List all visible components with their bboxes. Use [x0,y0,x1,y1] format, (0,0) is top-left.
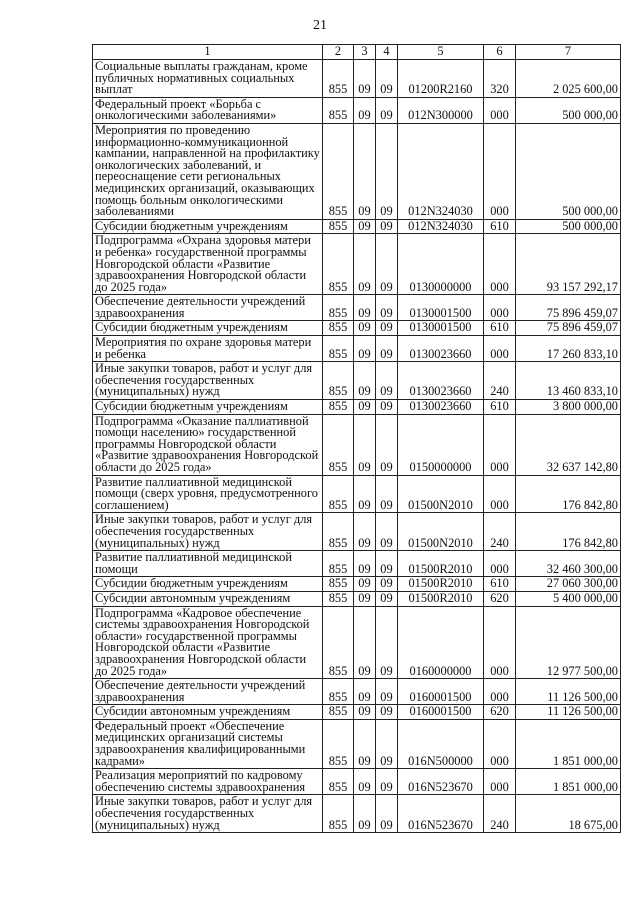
amount: 500 000,00 [516,219,621,234]
section-code: 09 [354,769,376,795]
expense-type-code: 620 [484,591,516,606]
amount: 500 000,00 [516,123,621,219]
table-row [93,769,621,795]
amount: 32 637 142,80 [516,414,621,475]
subsection-code: 09 [376,400,398,415]
expense-type-code: 000 [484,606,516,679]
table-row [93,513,621,551]
column-header-5: 5 [398,45,484,60]
expense-type-code: 240 [484,795,516,833]
column-header-3: 3 [354,45,376,60]
ministry-code: 855 [323,219,354,234]
expense-type-code: 240 [484,362,516,400]
subsection-code: 09 [376,414,398,475]
table-row [93,705,621,720]
subsection-code: 09 [376,513,398,551]
subsection-code: 09 [376,769,398,795]
item-name: Развитие паллиативной медицинской помощи (сверх уровня, предусмотренного соглашением) [93,475,323,513]
section-code: 09 [354,336,376,362]
subsection-code: 09 [376,123,398,219]
target-article-code: 0130023660 [398,400,484,415]
target-article-code: 012N324030 [398,219,484,234]
ministry-code: 855 [323,123,354,219]
amount: 13 460 833,10 [516,362,621,400]
expense-type-code: 000 [484,769,516,795]
item-name: Субсидии автономным учреждениям [93,591,323,606]
ministry-code: 855 [323,321,354,336]
table-row [93,60,621,98]
item-name: Федеральный проект «Обеспечение медицинских организаций системы здравоохранения квалифицированными кадрами» [93,719,323,768]
table-row [93,475,621,513]
target-article-code: 0130023660 [398,362,484,400]
amount: 75 896 459,07 [516,321,621,336]
ministry-code: 855 [323,336,354,362]
subsection-code: 09 [376,577,398,592]
item-name: Обеспечение деятельности учреждений здравоохранения [93,295,323,321]
table-row [93,606,621,679]
expense-type-code: 000 [484,414,516,475]
item-name: Субсидии бюджетным учреждениям [93,321,323,336]
expense-type-code: 610 [484,219,516,234]
table-row [93,577,621,592]
item-name: Подпрограмма «Охрана здоровья матери и ребенка» государственной программы Новгородской области «Развитие здравоохранения Новгородской области до 2025 года» [93,234,323,295]
section-code: 09 [354,123,376,219]
column-header-2: 2 [323,45,354,60]
amount: 5 400 000,00 [516,591,621,606]
section-code: 09 [354,606,376,679]
target-article-code: 0160001500 [398,679,484,705]
amount: 176 842,80 [516,475,621,513]
item-name: Иные закупки товаров, работ и услуг для обеспечения государственных (муниципальных) нужд [93,513,323,551]
item-name: Субсидии бюджетным учреждениям [93,219,323,234]
expense-type-code: 000 [484,679,516,705]
ministry-code: 855 [323,551,354,577]
ministry-code: 855 [323,795,354,833]
item-name: Обеспечение деятельности учреждений здравоохранения [93,679,323,705]
item-name: Социальные выплаты гражданам, кроме публичных нормативных социальных выплат [93,60,323,98]
table-row [93,123,621,219]
ministry-code: 855 [323,719,354,768]
section-code: 09 [354,679,376,705]
amount: 32 460 300,00 [516,551,621,577]
amount: 11 126 500,00 [516,679,621,705]
item-name: Реализация мероприятий по кадровому обеспечению системы здравоохранения [93,769,323,795]
subsection-code: 09 [376,234,398,295]
ministry-code: 855 [323,60,354,98]
target-article-code: 0150000000 [398,414,484,475]
subsection-code: 09 [376,606,398,679]
table-row [93,362,621,400]
column-header-4: 4 [376,45,398,60]
expense-type-code: 610 [484,577,516,592]
item-name: Субсидии бюджетным учреждениям [93,400,323,415]
ministry-code: 855 [323,414,354,475]
table-row [93,321,621,336]
column-header-1: 1 [93,45,323,60]
budget-table [92,44,621,833]
expense-type-code: 610 [484,400,516,415]
table-row [93,400,621,415]
table-row [93,551,621,577]
target-article-code: 016N523670 [398,795,484,833]
ministry-code: 855 [323,705,354,720]
subsection-code: 09 [376,60,398,98]
expense-type-code: 000 [484,295,516,321]
section-code: 09 [354,705,376,720]
item-name: Федеральный проект «Борьба с онкологическими заболеваниями» [93,97,323,123]
subsection-code: 09 [376,321,398,336]
amount: 17 260 833,10 [516,336,621,362]
section-code: 09 [354,295,376,321]
header-row [93,45,621,60]
target-article-code: 0130000000 [398,234,484,295]
amount: 27 060 300,00 [516,577,621,592]
section-code: 09 [354,719,376,768]
target-article-code: 0130023660 [398,336,484,362]
expense-type-code: 000 [484,551,516,577]
subsection-code: 09 [376,591,398,606]
ministry-code: 855 [323,679,354,705]
target-article-code: 012N300000 [398,97,484,123]
section-code: 09 [354,97,376,123]
item-name: Мероприятия по проведению информационно-коммуникационной кампании, направленной на профилактику онкологических заболеваний, и переоснащение сети региональных медицинских организаций, оказывающих помощь больным онкологическими заболеваниями [93,123,323,219]
amount: 3 800 000,00 [516,400,621,415]
subsection-code: 09 [376,219,398,234]
target-article-code: 016N523670 [398,769,484,795]
target-article-code: 01500R2010 [398,577,484,592]
amount: 1 851 000,00 [516,769,621,795]
table-row [93,234,621,295]
target-article-code: 0160000000 [398,606,484,679]
table-row [93,219,621,234]
subsection-code: 09 [376,679,398,705]
target-article-code: 01500N2010 [398,513,484,551]
section-code: 09 [354,60,376,98]
amount: 11 126 500,00 [516,705,621,720]
ministry-code: 855 [323,577,354,592]
section-code: 09 [354,321,376,336]
ministry-code: 855 [323,513,354,551]
amount: 2 025 600,00 [516,60,621,98]
section-code: 09 [354,551,376,577]
amount: 1 851 000,00 [516,719,621,768]
item-name: Иные закупки товаров, работ и услуг для обеспечения государственных (муниципальных) нужд [93,795,323,833]
ministry-code: 855 [323,97,354,123]
table-row [93,719,621,768]
table-row [93,591,621,606]
page-number: 21 [313,18,327,33]
item-name: Иные закупки товаров, работ и услуг для обеспечения государственных (муниципальных) нужд [93,362,323,400]
amount: 75 896 459,07 [516,295,621,321]
amount: 18 675,00 [516,795,621,833]
expense-type-code: 610 [484,321,516,336]
subsection-code: 09 [376,705,398,720]
item-name: Субсидии автономным учреждениям [93,705,323,720]
ministry-code: 855 [323,606,354,679]
table-row [93,336,621,362]
section-code: 09 [354,577,376,592]
subsection-code: 09 [376,719,398,768]
expense-type-code: 000 [484,475,516,513]
column-header-7: 7 [516,45,621,60]
section-code: 09 [354,234,376,295]
target-article-code: 01200R2160 [398,60,484,98]
target-article-code: 016N500000 [398,719,484,768]
table-row [93,795,621,833]
section-code: 09 [354,475,376,513]
target-article-code: 01500R2010 [398,551,484,577]
subsection-code: 09 [376,97,398,123]
amount: 176 842,80 [516,513,621,551]
table-row [93,295,621,321]
ministry-code: 855 [323,362,354,400]
expense-type-code: 000 [484,234,516,295]
item-name: Подпрограмма «Оказание паллиативной помощи населению» государственной программы Новгородской области «Развитие здравоохранения Новгородской области до 2025 года» [93,414,323,475]
ministry-code: 855 [323,234,354,295]
subsection-code: 09 [376,362,398,400]
section-code: 09 [354,795,376,833]
target-article-code: 0160001500 [398,705,484,720]
target-article-code: 01500R2010 [398,591,484,606]
table-row [93,679,621,705]
section-code: 09 [354,513,376,551]
subsection-code: 09 [376,795,398,833]
column-header-6: 6 [484,45,516,60]
target-article-code: 0130001500 [398,321,484,336]
expense-type-code: 620 [484,705,516,720]
subsection-code: 09 [376,295,398,321]
table-row [93,414,621,475]
ministry-code: 855 [323,295,354,321]
section-code: 09 [354,591,376,606]
section-code: 09 [354,219,376,234]
table-row [93,97,621,123]
target-article-code: 012N324030 [398,123,484,219]
subsection-code: 09 [376,551,398,577]
ministry-code: 855 [323,769,354,795]
section-code: 09 [354,414,376,475]
expense-type-code: 000 [484,719,516,768]
ministry-code: 855 [323,400,354,415]
section-code: 09 [354,362,376,400]
amount: 12 977 500,00 [516,606,621,679]
item-name: Субсидии бюджетным учреждениям [93,577,323,592]
subsection-code: 09 [376,336,398,362]
item-name: Мероприятия по охране здоровья матери и ребенка [93,336,323,362]
expense-type-code: 000 [484,336,516,362]
ministry-code: 855 [323,475,354,513]
expense-type-code: 000 [484,97,516,123]
item-name: Развитие паллиативной медицинской помощи [93,551,323,577]
ministry-code: 855 [323,591,354,606]
subsection-code: 09 [376,475,398,513]
amount: 500 000,00 [516,97,621,123]
target-article-code: 0130001500 [398,295,484,321]
expense-type-code: 320 [484,60,516,98]
expense-type-code: 000 [484,123,516,219]
item-name: Подпрограмма «Кадровое обеспечение системы здравоохранения Новгородской области» государственной программы Новгородской области «Развитие здравоохранения Новгородской области до 2025 года» [93,606,323,679]
amount: 93 157 292,17 [516,234,621,295]
expense-type-code: 240 [484,513,516,551]
target-article-code: 01500N2010 [398,475,484,513]
section-code: 09 [354,400,376,415]
